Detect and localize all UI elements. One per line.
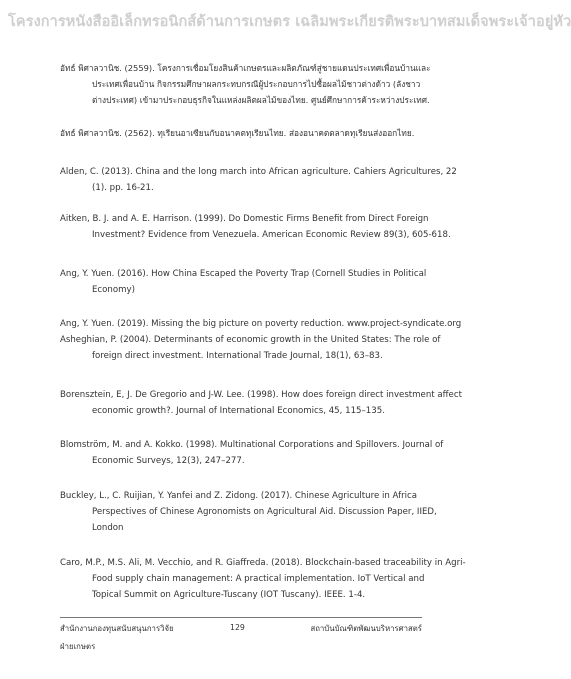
reference-line: Perspectives of Chinese Agronomists on Agricultural Aid. Discussion Paper, IIED, [92,507,437,517]
reference-entry [60,125,432,141]
reference-line: economic growth?. Journal of International Economics, 45, 115–135. [92,406,385,416]
reference-line: อัทธ์ พิศาลวานิช. (2559). โครงการเชื่อมโยงสินค้าเกษตรและผลิตภัณฑ์สู่ชายแดนประเทศเพื่อนบ้านและ [60,63,431,73]
reference-line: ประเทศเพื่อนบ้าน กิจกรรมศึกษาผลกระทบกรณีผู้ประกอบการไปซื้อผลไม้ชาวต่างด้าว (ลังชาว [92,79,421,89]
reference-line: อัทธ์ พิศาลวานิช. (2562). ทุเรียนอาเซียนกับอนาคตทุเรียนไทย. ส่องอนาคตตลาดทุเรียนส่งออกไทย. [60,128,415,138]
footer-left-secondary: ฝ่ายเกษตร [60,642,96,651]
reference-line: Buckley, L., C. Ruijian, Y. Yanfei and Z. Zidong. (2017). Chinese Agriculture in Africa [60,491,418,501]
reference-entry [60,266,432,298]
reference-line: Ang, Y. Yuen. (2016). How China Escaped the Poverty Trap (Cornell Studies in Political [60,269,427,279]
reference-entry [60,164,457,196]
reference-entry [60,211,451,243]
reference-entry [60,316,462,332]
reference-line: (1). pp. 16-21. [92,183,154,193]
footer-left: สำนักงานกองทุนสนับสนุนการวิจัย [60,624,174,633]
reference-entry [60,437,444,469]
reference-line: Economic Surveys, 12(3), 247–277. [92,456,245,466]
reference-line: Ang, Y. Yuen. (2019). Missing the big picture on poverty reduction. www.project-syndicate.org [60,319,462,329]
reference-entry [60,332,441,364]
reference-line: ต่างประเทศ) เข้ามาประกอบธุรกิจในแหล่งผลิตผลไม้ของไทย. ศูนย์ศึกษาการค้าระหว่างประเทศ. [92,95,430,105]
reference-line: Economy) [92,285,135,295]
reference-line: Caro, M.P., M.S. Ali, M. Vecchio, and R. Giaffreda. (2018). Blockchain-based traceability in Agri- [60,558,466,568]
reference-line: Asheghian, P. (2004). Determinants of economic growth in the United States: The role of [60,335,441,345]
reference-entry [60,488,437,536]
reference-line: Topical Summit on Agriculture-Tuscany (IOT Tuscany). IEEE. 1-4. [92,590,366,600]
page-number: 129 [230,623,245,632]
reference-line: Blomström, M. and A. Kokko. (1998). Multinational Corporations and Spillovers. Journal of [60,440,444,450]
footer-divider [60,617,422,618]
reference-line: foreign direct investment. International Trade Journal, 18(1), 63–83. [92,351,383,361]
reference-line: Food supply chain management: A practical implementation. IoT Vertical and [92,574,425,584]
reference-line: Borensztein, E, J. De Gregorio and J-W. Lee. (1998). How does foreign direct investment affect [60,390,462,400]
footer-right: สถาบันบัณฑิตพัฒนบริหารศาสตร์ [310,624,422,633]
reference-entry [60,387,462,419]
reference-line: Investment? Evidence from Venezuela. American Economic Review 89(3), 605-618. [92,230,451,240]
reference-line: Alden, C. (2013). China and the long march into African agriculture. Cahiers Agricultures, 22 [60,167,457,177]
reference-entry [60,555,466,603]
reference-line: London [92,523,124,533]
reference-line: Aitken, B. J. and A. E. Harrison. (1999). Do Domestic Firms Benefit from Direct Foreign [60,214,429,224]
reference-entry [60,60,432,108]
watermark-text: โครงการหนังสืออิเล็กทรอนิกส์ด้านการเกษตร เฉลิมพระเกียรติพระบาทสมเด็จพระเจ้าอยู่หัว [8,13,571,30]
